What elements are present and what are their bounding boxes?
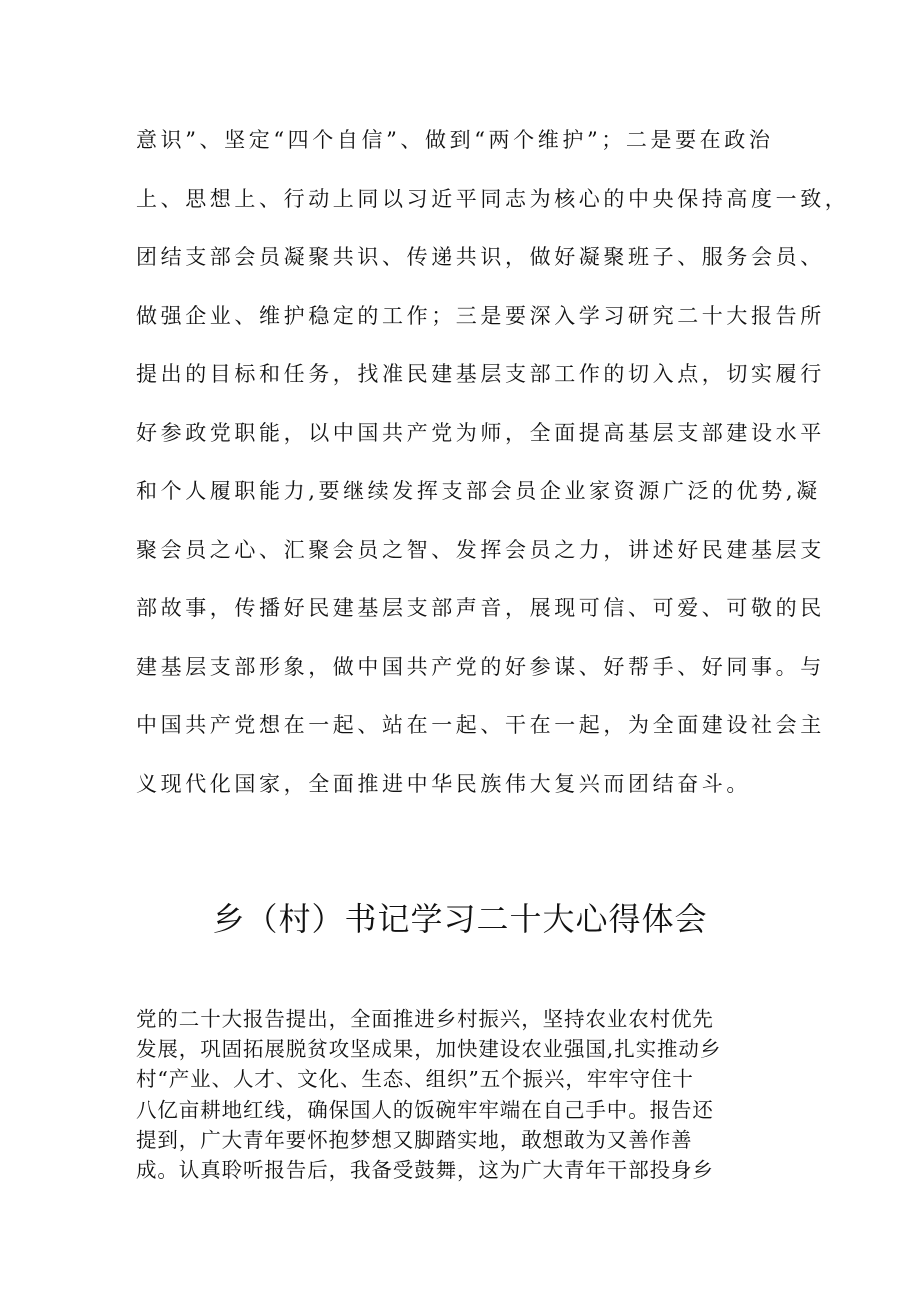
paragraph-line: 村“产业、人才、文化、生态、组织”五个振兴，牢牢守住十 <box>136 1067 694 1092</box>
paragraph-line: 意识”、坚定“四个自信”、做到“两个维护”；二是要在政治 <box>136 128 774 152</box>
paragraph-line: 义现代化国家，全面推进中华民族伟大复兴而团结奋斗。 <box>136 771 751 796</box>
paragraph-line: 中国共产党想在一起、站在一起、干在一起，为全面建设社会主 <box>136 713 825 737</box>
paragraph-line: 聚会员之心、汇聚会员之智、发挥会员之力，讲述好民建基层支 <box>136 537 825 562</box>
paragraph-line: 党的二十大报告提出，全面推进乡村振兴，坚持农业农村优先 <box>136 1007 714 1031</box>
paragraph-line: 好参政党职能，以中国共产党为师，全面提高基层支部建设水平 <box>136 420 825 445</box>
paragraph-line: 上、思想上、行动上同以习近平同志为核心的中央保持高度一致， <box>136 186 850 211</box>
paragraph-line: 提到，广大青年要怀抱梦想又脚踏实地，敢想敢为又善作善 <box>136 1127 693 1152</box>
body-paragraph <box>136 122 850 824</box>
paragraph-line: 建基层支部形象，做中国共产党的好参谋、好帮手、好同事。与 <box>136 654 825 679</box>
paragraph-line: 团结支部会员凝聚共识、传递共识，做好凝聚班子、服务会员、 <box>136 245 825 269</box>
paragraph-line: 做强企业、维护稳定的工作；三是要深入学习研究二十大报告所 <box>136 303 825 328</box>
paragraph-line: 成。认真聆听报告后，我备受鼓舞，这为广大青年干部投身乡 <box>136 1157 714 1182</box>
section-title: 乡（村）书记学习二十大心得体会 <box>212 900 708 938</box>
paragraph-line: 和个人履职能力,要继续发挥支部会员企业家资源广泛的优势,凝 <box>136 479 821 503</box>
paragraph-line: 部故事，传播好民建基层支部声音，展现可信、可爱、可敬的民 <box>136 596 825 620</box>
paragraph-line: 发展，巩固拓展脱贫攻坚成果，加快建设农业强国,扎实推动乡 <box>136 1037 722 1062</box>
paragraph-line: 八亿亩耕地红线，确保国人的饭碗牢牢端在自己手中。报告还 <box>136 1097 714 1122</box>
section-paragraph <box>136 1004 796 1185</box>
paragraph-line: 提出的目标和任务，找准民建基层支部工作的切入点，切实履行 <box>136 362 825 386</box>
